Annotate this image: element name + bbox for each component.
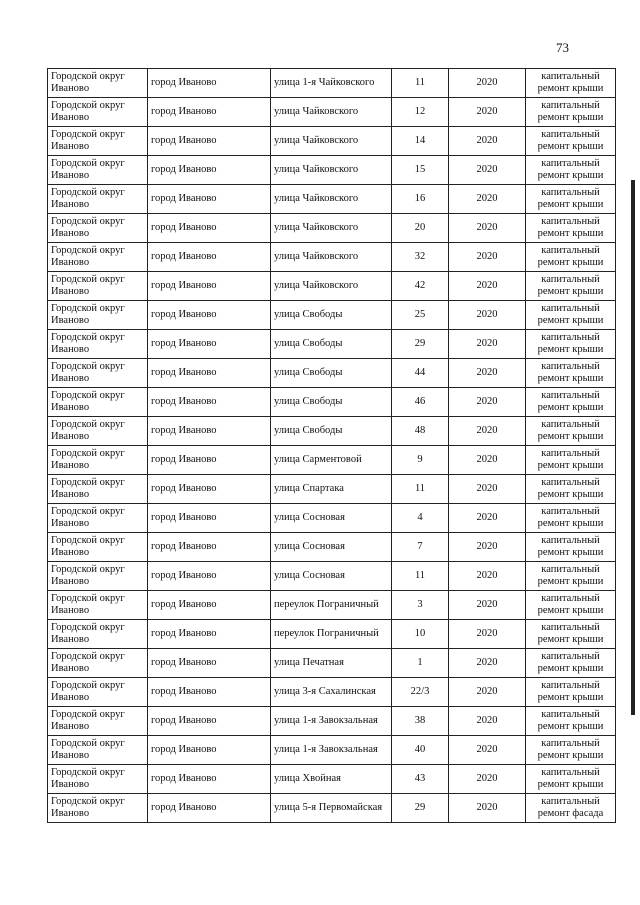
house-number-cell: 9 bbox=[392, 446, 449, 475]
municipality-cell: Городской округ Иваново bbox=[48, 765, 148, 794]
street-cell: улица Чайковского bbox=[271, 98, 392, 127]
table-row bbox=[48, 591, 616, 620]
municipality-cell: Городской округ Иваново bbox=[48, 330, 148, 359]
municipality-cell: Городской округ Иваново bbox=[48, 156, 148, 185]
city-cell: город Иваново bbox=[148, 591, 271, 620]
work-type-cell: капитальный ремонт крыши bbox=[526, 98, 616, 127]
municipality-cell: Городской округ Иваново bbox=[48, 533, 148, 562]
street-cell: улица 1-я Завокзальная bbox=[271, 707, 392, 736]
house-number-cell: 11 bbox=[392, 475, 449, 504]
table-row bbox=[48, 475, 616, 504]
house-number-cell: 22/3 bbox=[392, 678, 449, 707]
work-type-cell: капитальный ремонт крыши bbox=[526, 765, 616, 794]
municipality-cell: Городской округ Иваново bbox=[48, 69, 148, 98]
house-number-cell: 29 bbox=[392, 330, 449, 359]
city-cell: город Иваново bbox=[148, 243, 271, 272]
work-type-cell: капитальный ремонт крыши bbox=[526, 359, 616, 388]
city-cell: город Иваново bbox=[148, 765, 271, 794]
year-cell: 2020 bbox=[449, 69, 526, 98]
year-cell: 2020 bbox=[449, 359, 526, 388]
house-number-cell: 14 bbox=[392, 127, 449, 156]
year-cell: 2020 bbox=[449, 98, 526, 127]
year-cell: 2020 bbox=[449, 649, 526, 678]
street-cell: улица Хвойная bbox=[271, 765, 392, 794]
municipality-cell: Городской округ Иваново bbox=[48, 127, 148, 156]
city-cell: город Иваново bbox=[148, 794, 271, 823]
city-cell: город Иваново bbox=[148, 504, 271, 533]
house-number-cell: 32 bbox=[392, 243, 449, 272]
house-number-cell: 7 bbox=[392, 533, 449, 562]
city-cell: город Иваново bbox=[148, 475, 271, 504]
house-number-cell: 43 bbox=[392, 765, 449, 794]
table-row bbox=[48, 562, 616, 591]
year-cell: 2020 bbox=[449, 214, 526, 243]
city-cell: город Иваново bbox=[148, 69, 271, 98]
city-cell: город Иваново bbox=[148, 562, 271, 591]
municipality-cell: Городской округ Иваново bbox=[48, 475, 148, 504]
table-row bbox=[48, 301, 616, 330]
house-number-cell: 44 bbox=[392, 359, 449, 388]
street-cell: улица Спартака bbox=[271, 475, 392, 504]
street-cell: улица Чайковского bbox=[271, 156, 392, 185]
work-type-cell: капитальный ремонт крыши bbox=[526, 620, 616, 649]
house-number-cell: 15 bbox=[392, 156, 449, 185]
city-cell: город Иваново bbox=[148, 736, 271, 765]
house-number-cell: 20 bbox=[392, 214, 449, 243]
city-cell: город Иваново bbox=[148, 678, 271, 707]
table-row bbox=[48, 156, 616, 185]
table-row bbox=[48, 649, 616, 678]
work-type-cell: капитальный ремонт крыши bbox=[526, 533, 616, 562]
municipality-cell: Городской округ Иваново bbox=[48, 243, 148, 272]
municipality-cell: Городской округ Иваново bbox=[48, 388, 148, 417]
year-cell: 2020 bbox=[449, 591, 526, 620]
city-cell: город Иваново bbox=[148, 388, 271, 417]
street-cell: улица Свободы bbox=[271, 301, 392, 330]
city-cell: город Иваново bbox=[148, 98, 271, 127]
house-number-cell: 1 bbox=[392, 649, 449, 678]
street-cell: улица 1-я Чайковского bbox=[271, 69, 392, 98]
table-row bbox=[48, 794, 616, 823]
municipality-cell: Городской округ Иваново bbox=[48, 736, 148, 765]
work-type-cell: капитальный ремонт крыши bbox=[526, 475, 616, 504]
municipality-cell: Городской округ Иваново bbox=[48, 504, 148, 533]
table-row bbox=[48, 214, 616, 243]
city-cell: город Иваново bbox=[148, 214, 271, 243]
municipality-cell: Городской округ Иваново bbox=[48, 562, 148, 591]
table-row bbox=[48, 504, 616, 533]
street-cell: улица 1-я Завокзальная bbox=[271, 736, 392, 765]
street-cell: улица Чайковского bbox=[271, 243, 392, 272]
street-cell: улица Чайковского bbox=[271, 185, 392, 214]
repair-register-table bbox=[47, 68, 616, 823]
house-number-cell: 25 bbox=[392, 301, 449, 330]
table-row bbox=[48, 678, 616, 707]
city-cell: город Иваново bbox=[148, 446, 271, 475]
house-number-cell: 38 bbox=[392, 707, 449, 736]
house-number-cell: 10 bbox=[392, 620, 449, 649]
work-type-cell: капитальный ремонт крыши bbox=[526, 243, 616, 272]
year-cell: 2020 bbox=[449, 765, 526, 794]
year-cell: 2020 bbox=[449, 301, 526, 330]
work-type-cell: капитальный ремонт крыши bbox=[526, 330, 616, 359]
work-type-cell: капитальный ремонт крыши bbox=[526, 678, 616, 707]
city-cell: город Иваново bbox=[148, 272, 271, 301]
year-cell: 2020 bbox=[449, 127, 526, 156]
city-cell: город Иваново bbox=[148, 620, 271, 649]
work-type-cell: капитальный ремонт крыши bbox=[526, 504, 616, 533]
municipality-cell: Городской округ Иваново bbox=[48, 794, 148, 823]
city-cell: город Иваново bbox=[148, 707, 271, 736]
city-cell: город Иваново bbox=[148, 185, 271, 214]
street-cell: улица Чайковского bbox=[271, 127, 392, 156]
city-cell: город Иваново bbox=[148, 127, 271, 156]
year-cell: 2020 bbox=[449, 243, 526, 272]
work-type-cell: капитальный ремонт крыши bbox=[526, 417, 616, 446]
city-cell: город Иваново bbox=[148, 330, 271, 359]
city-cell: город Иваново bbox=[148, 649, 271, 678]
work-type-cell: капитальный ремонт фасада bbox=[526, 794, 616, 823]
house-number-cell: 16 bbox=[392, 185, 449, 214]
house-number-cell: 3 bbox=[392, 591, 449, 620]
street-cell: улица Свободы bbox=[271, 417, 392, 446]
street-cell: улица Свободы bbox=[271, 330, 392, 359]
work-type-cell: капитальный ремонт крыши bbox=[526, 69, 616, 98]
year-cell: 2020 bbox=[449, 185, 526, 214]
scan-edge-line bbox=[631, 180, 635, 715]
table-row bbox=[48, 330, 616, 359]
street-cell: улица Сарментовой bbox=[271, 446, 392, 475]
year-cell: 2020 bbox=[449, 330, 526, 359]
year-cell: 2020 bbox=[449, 620, 526, 649]
city-cell: город Иваново bbox=[148, 301, 271, 330]
municipality-cell: Городской округ Иваново bbox=[48, 185, 148, 214]
table-row bbox=[48, 707, 616, 736]
table-row bbox=[48, 272, 616, 301]
street-cell: переулок Пограничный bbox=[271, 591, 392, 620]
house-number-cell: 11 bbox=[392, 562, 449, 591]
table-row bbox=[48, 446, 616, 475]
house-number-cell: 42 bbox=[392, 272, 449, 301]
work-type-cell: капитальный ремонт крыши bbox=[526, 707, 616, 736]
municipality-cell: Городской округ Иваново bbox=[48, 272, 148, 301]
municipality-cell: Городской округ Иваново bbox=[48, 301, 148, 330]
year-cell: 2020 bbox=[449, 272, 526, 301]
year-cell: 2020 bbox=[449, 156, 526, 185]
table-row bbox=[48, 417, 616, 446]
year-cell: 2020 bbox=[449, 533, 526, 562]
municipality-cell: Городской округ Иваново bbox=[48, 417, 148, 446]
house-number-cell: 4 bbox=[392, 504, 449, 533]
city-cell: город Иваново bbox=[148, 417, 271, 446]
year-cell: 2020 bbox=[449, 678, 526, 707]
work-type-cell: капитальный ремонт крыши bbox=[526, 185, 616, 214]
work-type-cell: капитальный ремонт крыши bbox=[526, 127, 616, 156]
municipality-cell: Городской округ Иваново bbox=[48, 446, 148, 475]
work-type-cell: капитальный ремонт крыши bbox=[526, 649, 616, 678]
street-cell: улица Печатная bbox=[271, 649, 392, 678]
city-cell: город Иваново bbox=[148, 533, 271, 562]
year-cell: 2020 bbox=[449, 736, 526, 765]
year-cell: 2020 bbox=[449, 417, 526, 446]
municipality-cell: Городской округ Иваново bbox=[48, 649, 148, 678]
municipality-cell: Городской округ Иваново bbox=[48, 591, 148, 620]
page-number: 73 bbox=[556, 40, 569, 55]
table-row bbox=[48, 69, 616, 98]
table-row bbox=[48, 765, 616, 794]
year-cell: 2020 bbox=[449, 504, 526, 533]
house-number-cell: 40 bbox=[392, 736, 449, 765]
work-type-cell: капитальный ремонт крыши bbox=[526, 562, 616, 591]
street-cell: улица Свободы bbox=[271, 359, 392, 388]
street-cell: переулок Пограничный bbox=[271, 620, 392, 649]
work-type-cell: капитальный ремонт крыши bbox=[526, 591, 616, 620]
street-cell: улица Свободы bbox=[271, 388, 392, 417]
table-row bbox=[48, 620, 616, 649]
street-cell: улица 3-я Сахалинская bbox=[271, 678, 392, 707]
year-cell: 2020 bbox=[449, 562, 526, 591]
work-type-cell: капитальный ремонт крыши bbox=[526, 272, 616, 301]
house-number-cell: 29 bbox=[392, 794, 449, 823]
year-cell: 2020 bbox=[449, 707, 526, 736]
year-cell: 2020 bbox=[449, 388, 526, 417]
work-type-cell: капитальный ремонт крыши bbox=[526, 214, 616, 243]
house-number-cell: 46 bbox=[392, 388, 449, 417]
street-cell: улица Чайковского bbox=[271, 214, 392, 243]
work-type-cell: капитальный ремонт крыши bbox=[526, 301, 616, 330]
year-cell: 2020 bbox=[449, 794, 526, 823]
table-row bbox=[48, 127, 616, 156]
work-type-cell: капитальный ремонт крыши bbox=[526, 736, 616, 765]
house-number-cell: 12 bbox=[392, 98, 449, 127]
work-type-cell: капитальный ремонт крыши bbox=[526, 446, 616, 475]
table-row bbox=[48, 98, 616, 127]
table-row bbox=[48, 388, 616, 417]
house-number-cell: 48 bbox=[392, 417, 449, 446]
municipality-cell: Городской округ Иваново bbox=[48, 678, 148, 707]
municipality-cell: Городской округ Иваново bbox=[48, 620, 148, 649]
municipality-cell: Городской округ Иваново bbox=[48, 359, 148, 388]
work-type-cell: капитальный ремонт крыши bbox=[526, 156, 616, 185]
table-row bbox=[48, 185, 616, 214]
year-cell: 2020 bbox=[449, 446, 526, 475]
year-cell: 2020 bbox=[449, 475, 526, 504]
street-cell: улица Сосновая bbox=[271, 504, 392, 533]
city-cell: город Иваново bbox=[148, 156, 271, 185]
street-cell: улица Чайковского bbox=[271, 272, 392, 301]
street-cell: улица Сосновая bbox=[271, 562, 392, 591]
table-row bbox=[48, 736, 616, 765]
work-type-cell: капитальный ремонт крыши bbox=[526, 388, 616, 417]
city-cell: город Иваново bbox=[148, 359, 271, 388]
table-row bbox=[48, 533, 616, 562]
municipality-cell: Городской округ Иваново bbox=[48, 98, 148, 127]
table-row bbox=[48, 243, 616, 272]
table-row bbox=[48, 359, 616, 388]
house-number-cell: 11 bbox=[392, 69, 449, 98]
street-cell: улица 5-я Первомайская bbox=[271, 794, 392, 823]
street-cell: улица Сосновая bbox=[271, 533, 392, 562]
municipality-cell: Городской округ Иваново bbox=[48, 214, 148, 243]
table-body bbox=[48, 69, 616, 823]
municipality-cell: Городской округ Иваново bbox=[48, 707, 148, 736]
